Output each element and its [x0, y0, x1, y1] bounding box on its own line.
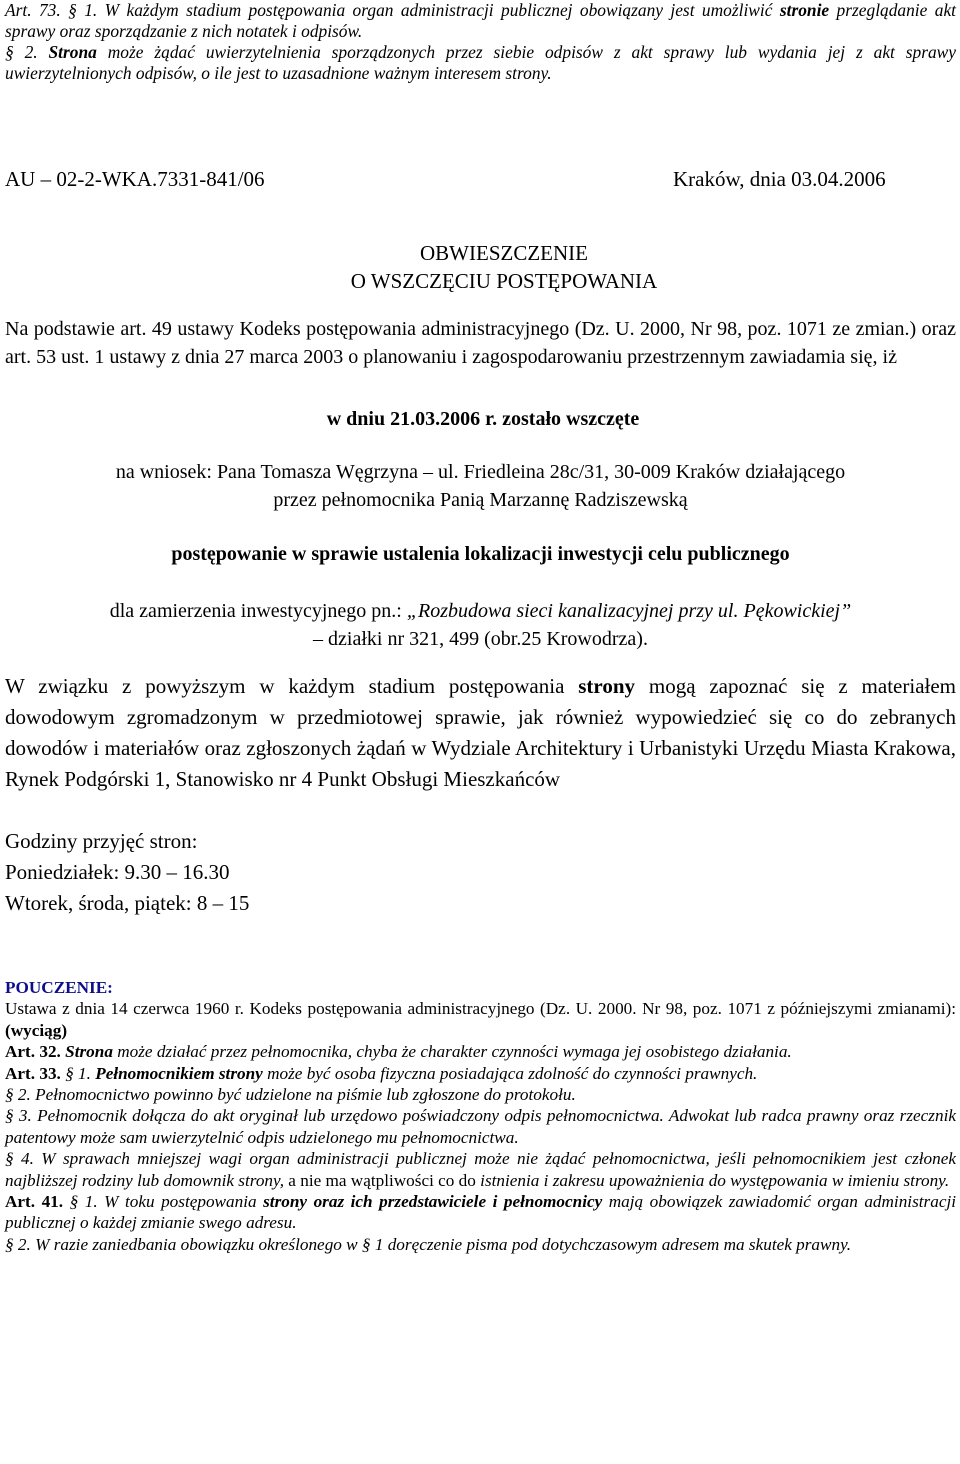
info-rest: mogą zapoznać się z materiałem dowodowym zgromadzonym w przedmiotowej sprawie, jak również wypowiedzieć się co do zebranych dowodów i materiałów oraz zgłoszonych żądań w Wydziale Architektury i Urbanistyki Urzędu Miasta Krakowa, Rynek Podgórski 1, Stanowisko nr 4 Punkt Obsługi Mieszkańców — [5, 674, 956, 791]
heading-subtitle: O WSZCZĘCIU POSTĘPOWANIA — [350, 269, 658, 293]
art33-par4-rest: a nie ma wątpliwości co do — [284, 1170, 481, 1190]
notice-document — [5, 0, 956, 1255]
art41-par1-bold: strony oraz ich przedstawiciele i pełnomocnicy — [263, 1192, 603, 1212]
lesson-intro — [5, 998, 956, 1041]
office-hours — [5, 826, 956, 919]
initiation-date: w dniu 21.03.2006 r. zostało wszczęte — [326, 408, 640, 430]
art32-label: Art. 32. — [5, 1042, 61, 1062]
art41-par1-text: mają obowiązek zawiadomić organ administracji publicznej o każdej zmianie swego adresu. — [5, 1192, 957, 1233]
art41-par1 — [5, 1191, 956, 1234]
legal-basis: Na podstawie art. 49 ustawy Kodeks postępowania administracyjnego (Dz. U. 2000, Nr 98, poz. 1071 ze zmian.) oraz art. 53 ust. 1 ustawy z dnia 27 marca 2003 o planowaniu i zagospodarowaniu przestrzennym zawiadamia się, iż — [5, 318, 956, 368]
art73-par2 — [5, 42, 956, 84]
art73-par2-prefix: § 2. — [5, 42, 49, 62]
art33-par4 — [5, 1148, 956, 1191]
art33-label: Art. 33. — [5, 1063, 61, 1083]
lesson-intro-bold: (wyciąg) — [5, 1020, 68, 1040]
hours-other-days: Wtorek, środa, piątek: 8 – 15 — [5, 891, 250, 915]
art41-par2: § 2. W razie zaniedbania obowiązku określonego w § 1 doręczenie pisma pod dotychczasowym adresem ma skutek prawny. — [5, 1234, 852, 1254]
applicant-line: na wniosek: Pana Tomasza Węgrzyna – ul. Friedleina 28c/31, 30-009 Kraków działającego — [115, 461, 846, 483]
art33-par4-text: § 4. W sprawach mniejszej wagi organ administracji publicznej może nie żądać pełnomocnictwa, jeśli pełnomocnikiem jest członek najbliższej rodziny lub domownik strony, — [5, 1149, 956, 1190]
heading-title: OBWIESZCZENIE — [420, 241, 588, 265]
art33-par2: § 2. Pełnomocnictwo powinno być udzielone na piśmie lub zgłoszone do protokołu. — [5, 1085, 576, 1105]
art33-par1 — [5, 1063, 956, 1084]
proceeding-subject: postępowanie w sprawie ustalenia lokalizacji inwestycji celu publicznego — [171, 543, 790, 565]
art41-label: Art. 41. — [5, 1192, 64, 1212]
lesson-title: POUCZENIE: — [5, 978, 113, 997]
art73-par1-rest: przeglądanie akt sprawy oraz sporządzanie z nich notatek i odpisów. — [5, 0, 957, 41]
art33-par1-prefix: § 1. — [60, 1063, 96, 1083]
purpose-prefix: dla zamierzenia inwestycyjnego pn.: — [109, 600, 407, 622]
investment-purpose — [5, 597, 956, 653]
plots-line: – działki nr 321, 499 (obr.25 Krowodrza). — [313, 628, 648, 650]
lesson-intro-text: Ustawa z dnia 14 czerwca 1960 r. Kodeks postępowania administracyjnego (Dz. U. 2000. Nr 98, poz. 1071 z późniejszymi zmianami): — [5, 999, 956, 1019]
info-prefix: W związku z powyższym w każdym stadium postępowania — [5, 674, 579, 698]
place-date: Kraków, dnia 03.04.2006 — [673, 167, 886, 191]
art32 — [5, 1041, 956, 1062]
hours-monday: Poniedziałek: 9.30 – 16.30 — [5, 860, 230, 884]
parties-info — [5, 671, 956, 795]
hours-title: Godziny przyjęć stron: — [5, 829, 198, 853]
case-line — [5, 166, 956, 192]
art33-par1-bold: Pełnomocnikiem strony — [95, 1063, 263, 1083]
purpose-line — [5, 597, 956, 625]
art73-par1-text: Art. 73. § 1. W każdym stadium postępowania organ administracji publicznej obowiązany jest umożliwić — [5, 0, 780, 20]
art33-par4-end: istnienia i zakresu upoważnienia do występowania w imieniu strony. — [480, 1170, 950, 1190]
art41-par1-prefix: § 1. W toku postępowania — [63, 1192, 264, 1212]
art33-par3: § 3. Pełnomocnik dołącza do akt oryginał lub urzędowo poświadczony odpis pełnomocnictwa. Adwokat lub radca prawny oraz rzecznik patentowy może sam uwierzytelnić odpis udzielonego mu pełnomocnictwa. — [5, 1106, 956, 1147]
art73-par1-bold: stronie — [779, 0, 830, 20]
art73-par2-rest: może żądać uwierzytelnienia sporządzonych przez siebie odpisów z akt sprawy lub wydania jej z akt sprawy uwierzytelnionych odpisów, o ile jest to uzasadnione ważnym interesem strony. — [5, 42, 956, 83]
art32-bold: Strona — [65, 1042, 113, 1062]
art73-par2-bold: Strona — [48, 42, 97, 62]
art33-par1-text: może być osoba fizyczna posiadająca zdolność do czynności prawnych. — [262, 1063, 758, 1083]
art73-par1 — [5, 0, 956, 42]
notice-heading — [5, 239, 956, 295]
art32-text: może działać przez pełnomocnika, chyba że charakter czynności wymaga jej osobistego działania. — [112, 1042, 792, 1062]
proxy-line: przez pełnomocnika Panią Marzannę Radziszewską — [273, 489, 688, 511]
applicant-info — [5, 458, 956, 514]
purpose-title: „Rozbudowa sieci kanalizacyjnej przy ul. Pękowickiej” — [406, 600, 852, 622]
legal-instruction — [5, 977, 956, 1255]
info-bold: strony — [578, 674, 636, 698]
access-to-files-note — [5, 0, 956, 84]
case-reference: AU – 02-2-WKA.7331-841/06 — [5, 167, 265, 191]
